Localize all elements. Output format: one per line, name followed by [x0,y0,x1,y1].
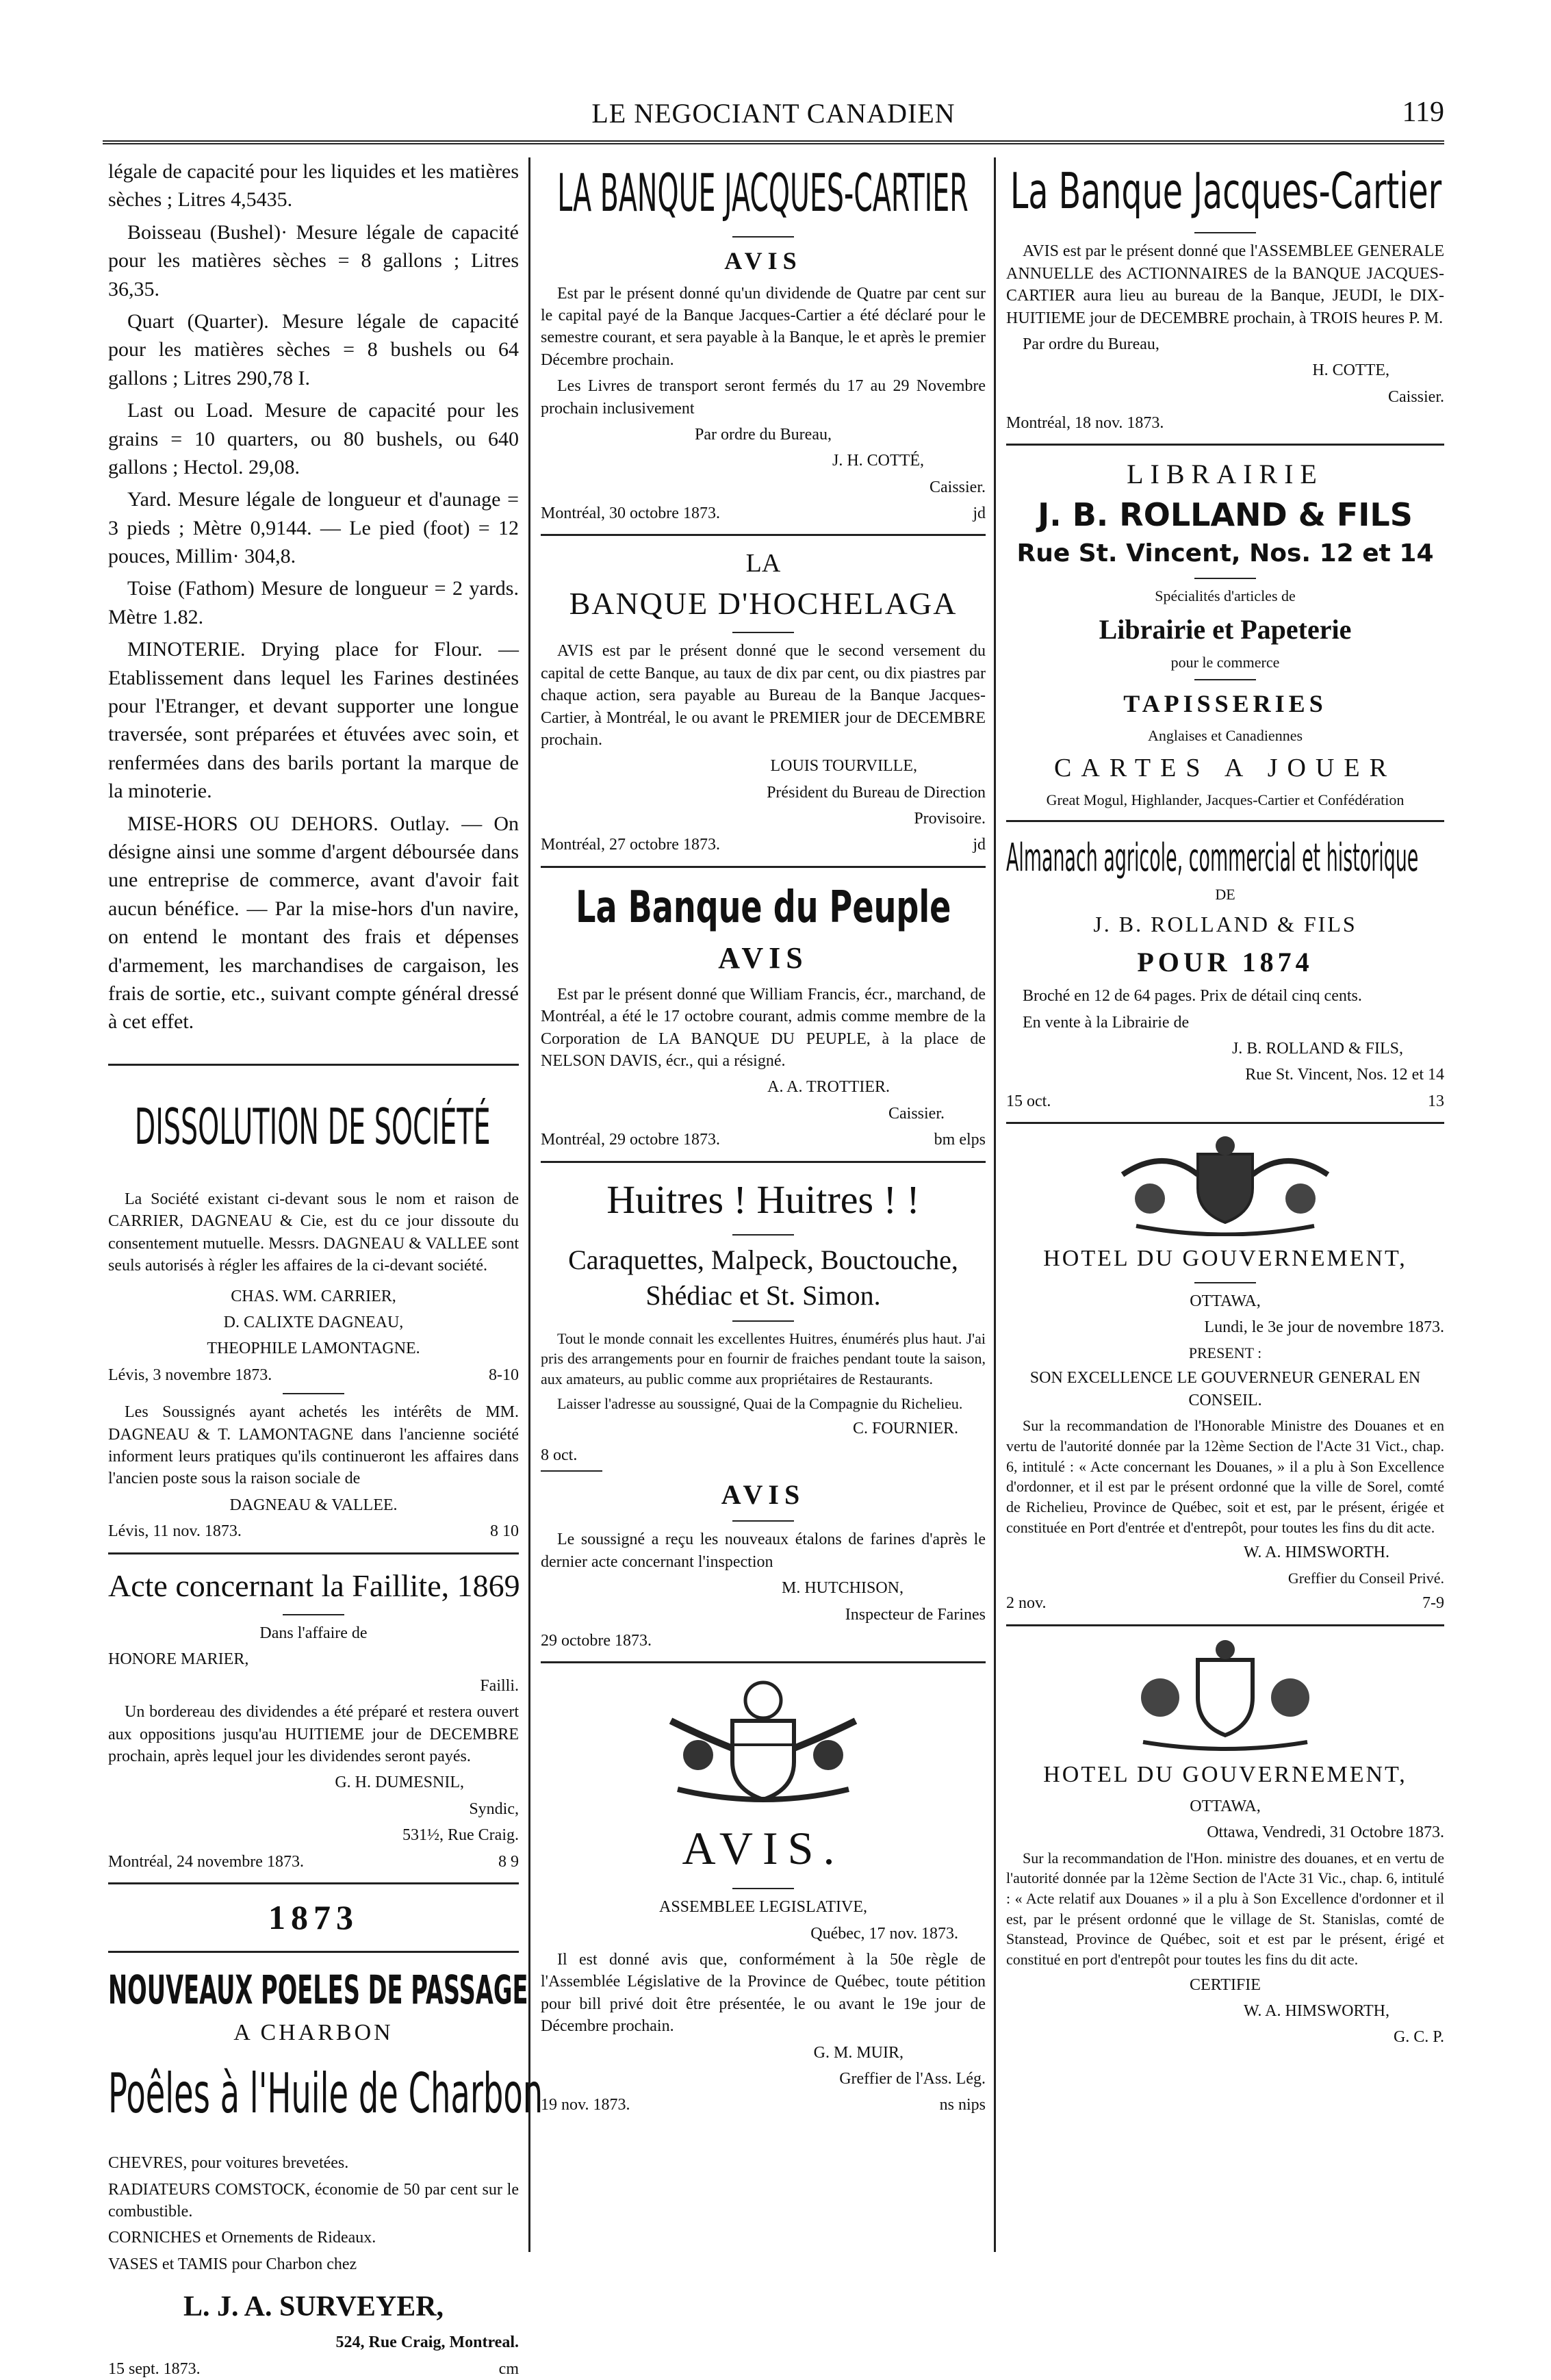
hotel-city: OTTAWA, [1190,1797,1261,1815]
place-date: 8 oct. [541,1446,578,1464]
place-date: Montréal, 30 octobre 1873. [541,504,720,523]
debtor-name: HONORE MARIER, [108,1650,249,1669]
almanach-publisher: J. B. ROLLAND & FILS [1093,911,1357,936]
divider [1006,1624,1444,1626]
almanach-desc: Broché en 12 de 64 pages. Prix de détail cinq cents. [1023,987,1362,1006]
order-line: Par ordre du Bureau, [695,425,832,444]
dissolution-title: DISSOLUTION DE SOCIÉTÉ [134,1097,491,1155]
jc-bank-title-2: La Banque Jacques-Cartier [1010,162,1442,220]
paragraph: Quart (Quarter). Mesure légale de capacité pour les matières sèches = 8 bushels ou 64 gallons ; Litres 290,78 I. [108,309,519,389]
huitres-title: Huitres ! Huitres ! ! [606,1177,920,1222]
place-date: Montréal, 18 nov. 1873. [1006,414,1164,433]
page-header [75,89,1472,137]
jc-bank-title: LA BANQUE JACQUES-CARTIER [557,162,969,223]
signatory: D. CALIXTE DAGNEAU, [223,1314,404,1332]
assemblee-notice [541,1673,986,2116]
almanach-title: Almanach agricole, commercial et historique [1006,835,1419,880]
coat-of-arms-icon [650,1673,876,1810]
hotel-city: OTTAWA, [1190,1292,1261,1311]
divider [108,1552,519,1554]
hotel-date: Lundi, le 3e jour de novembre 1873. [1204,1318,1444,1337]
signatory-role: Caissier. [888,1104,945,1123]
almanach-year: POUR 1874 [1137,946,1313,977]
ad-ref: G. C. P. [1393,2028,1444,2047]
poeles-title-2: Poêles à l'Huile de Charbon [108,2061,543,2125]
tapisseries-heading: TAPISSERIES [1123,690,1327,718]
dissolution-text-2: Les Soussignés ayant achetés les intérêts de MM. DAGNEAU & T. LAMONTAGNE dans l'ancienne société informent leurs pratiques qu'ils continueront les affaires dans l'ancien poste sous la raison sociale de [108,1403,519,1488]
signatory: A. A. TROTTIER. [767,1078,890,1097]
divider [108,1951,519,1953]
ad-ref: cm [498,2359,519,2378]
hotel-who: SON EXCELLENCE LE GOUVERNEUR GENERAL EN CONSEIL. [1029,1369,1421,1409]
peuple-title: La Banque du Peuple [576,882,951,933]
ad-ref: ns nips [939,2096,986,2114]
signatory: THEOPHILE LAMONTAGNE. [207,1340,420,1358]
assemblee-title: ASSEMBLEE LEGISLATIVE, [659,1898,867,1917]
librairie-name: J. B. ROLLAND & FILS [1038,496,1413,533]
assemblee-date: Québec, 17 nov. 1873. [810,1924,958,1943]
signatory: LOUIS TOURVILLE, [770,757,917,776]
jc-dividend-notice [541,157,986,524]
ad-ref: 13 [1428,1092,1444,1110]
column-3 [1006,157,1444,2053]
ad-ref: 8 10 [490,1522,519,1541]
divider [1006,1122,1444,1124]
almanach-de: DE [1215,886,1235,904]
signatory: G. H. DUMESNIL, [335,1774,464,1792]
signatory-address: 531½, Rue Craig. [402,1826,519,1845]
ad-ref: bm elps [934,1131,986,1149]
ad-ref: 7-9 [1422,1594,1444,1613]
faillite-notice [108,1564,519,1873]
signatory-role: Caissier. [930,478,986,496]
hotel-title: HOTEL DU GOUVERNEMENT, [1043,1761,1407,1787]
jc-text-2: Les Livres de transport seront fermés du 17 au 29 Novembre prochain inclusivement [541,377,986,418]
place-date: 29 octobre 1873. [541,1631,652,1650]
product-line: RADIATEURS COMSTOCK, économie de 50 par cent sur le combustible. [108,2180,519,2221]
divider [1006,444,1444,446]
signatory: G. M. MUIR, [813,2043,903,2062]
jc-assembly-text: AVIS est par le présent donné que l'ASSEMBLEE GENERALE ANNUELLE des ACTIONNAIRES de la BANQUE JACQUES-CARTIER aura lieu au bureau de la Banque, JEUDI, le DIX-HUITIEME jour de DECEMBRE prochain, à TROIS heures P. M. [1006,242,1444,327]
assemblee-text: Il est donné avis que, conformément à la 50e règle de l'Assemblée Législative de la Province de Québec, toute pétition pour bill privé doit être présentée, le ou avant le 19e jour de Décembre prochain. [541,1950,986,2036]
signatory: H. COTTE, [1312,361,1389,380]
place-date: Montréal, 24 novembre 1873. [108,1852,304,1871]
divider [541,866,986,868]
huitres-subtitle: Caraquettes, Malpeck, Bouctouche, Shédiac et St. Simon. [568,1244,958,1311]
peuple-notice [541,878,986,1151]
page-number: 119 [1402,97,1444,128]
product-line: CHEVRES, pour voitures brevetées. [108,2154,349,2173]
merchant-address: 524, Rue Craig, Montreal. [335,2333,519,2352]
merchant-name: L. J. A. SURVEYER, [183,2291,444,2323]
signatory: CHAS. WM. CARRIER, [231,1287,396,1305]
huitres-text-2: Laisser l'adresse au soussigné, Quai de la Compagnie du Richelieu. [557,1394,963,1412]
jc-assembly-notice [1006,157,1444,434]
signatory-role: Inspecteur de Farines [845,1605,986,1624]
hotel-text: Sur la recommandation de l'Honorable Ministre des Douanes et en vertu de l'autorité donnée par la 12ème Section de l'Acte 31 Vict., chap. 6, intitulé : « Acte concernant les Douanes, » il a plu à Son Excellence d'ordonner, et il est par le présent ordonné que la ville de Sorel, comté de Richelieu, Province de Québec, soit et est, par le présent, érigée et constituée en Port d'entrée et d'entrepôt, pour toutes les fins du dit acte. [1006,1417,1444,1536]
avis-heading: AVIS [718,941,808,975]
librairie-spec: Spécialités d'articles de [1155,587,1296,604]
almanach-publisher-2: J. B. ROLLAND & FILS, [1231,1039,1403,1058]
signatory: W. A. HIMSWORTH, [1243,2002,1389,2021]
signatory: J. H. COTTÉ, [832,452,924,470]
huitres-ad [541,1173,986,1652]
dissolution-notice [108,1093,519,1543]
faillite-title: Acte concernant la Faillite, 1869 [108,1568,520,1603]
divider [541,1661,986,1663]
paragraph: Toise (Fathom) Mesure de longueur = 2 yards. Mètre 1.82. [108,577,519,628]
column-divider-2 [994,157,996,2252]
paragraph: MINOTERIE. Drying place for Flour. — Etablissement dans lequel les Farines destinées pour l'Etranger, et devant supporter une longue traversée, sont préparées et étuvées avec soin, et renfermées dans des barils portant la marque de la minoterie. [108,638,519,803]
dissolution-text: La Société existant ci-devant sous le nom et raison de CARRIER, DAGNEAU & Cie, est du ce jour dissoute du consentement mutuelle. Messrs. DAGNEAU & VALLEE sont seuls autorisés à régler les affaires de la ci-devant société. [108,1190,519,1275]
signatory-role: Caissier. [1388,387,1444,406]
place-date: 15 sept. 1873. [108,2359,201,2378]
newspaper-title: LE NEGOCIANT CANADIEN [591,98,956,129]
jc-text: Est par le présent donné qu'un dividende de Quatre par cent sur le capital payé de la Banque Jacques-Cartier a été déclaré pour le semestre courant, et sera payable à la Banque, le et après le premier Décembre prochain. [541,284,986,369]
certifie: CERTIFIE [1190,1975,1261,1994]
divider [541,534,986,536]
avis-heading: AVIS. [682,1822,845,1875]
place-date: Lévis, 11 nov. 1873. [108,1522,242,1541]
coat-of-arms-icon [1123,1636,1328,1752]
order-line: Par ordre du Bureau, [1023,335,1159,353]
signatory-role: Greffier du Conseil Privé. [1287,1569,1444,1587]
place-date: 2 nov. [1006,1594,1047,1613]
librairie-address: Rue St. Vincent, Nos. 12 et 14 [1016,539,1434,568]
tapisseries-sub: Anglaises et Canadiennes [1147,727,1303,745]
signatory-role: Greffier de l'Ass. Lég. [839,2069,986,2088]
hotel-notice-2 [1006,1636,1444,2049]
huitres-text: Tout le monde connait les excellentes Huitres, énumérés plus haut. J'ai pris des arrangements pour en fournir de fraiches pendant toute la saison, aux amateurs, au public comme aux propriétaires de Restaurants. [541,1329,986,1388]
signatory: C. FOURNIER. [852,1420,958,1438]
ad-ref: 8-10 [489,1366,519,1384]
poeles-title: NOUVEAUX POELES DE PASSAGE [108,1966,528,2013]
hotel-present: PRESENT : [1188,1344,1262,1361]
signatory-role: Président du Bureau de Direction [767,783,986,802]
hotel-notice-1 [1006,1134,1444,1615]
paragraph: Yard. Mesure légale de longueur et d'aunage = 3 pieds ; Mètre 0,9144. — Le pied (foot) = 12 pouces, Millim· 304,8. [108,488,519,568]
faillite-text: Un bordereau des dividendes a été préparé et restera ouvert aux oppositions jusqu'au HUITIEME jour de DECEMBRE prochain, après lequel jour les dividendes seront payés. [108,1703,519,1765]
peuple-text: Est par le présent donné que William Francis, écr., marchand, de Montréal, a été le 17 octobre courant, admis comme membre de la Corporation de LA BANQUE DU PEUPLE, à la place de NELSON DAVIS, écr., qui a résigné. [541,985,986,1071]
cartes-heading: CARTES A JOUER [1054,753,1396,782]
librairie-pour: pour le commerce [1170,653,1280,671]
signatory: M. HUTCHISON, [781,1579,903,1598]
almanach-vente: En vente à la Librairie de [1023,1013,1190,1032]
hochelaga-title: BANQUE D'HOCHELAGA [569,585,958,621]
coat-of-arms-icon [1109,1134,1342,1236]
firm-name: DAGNEAU & VALLEE. [229,1496,398,1514]
place-date: Montréal, 29 octobre 1873. [541,1131,720,1149]
paragraph: Last ou Load. Mesure de capacité pour les grains = 10 quarters, ou 80 bushels, ou 640 gallons ; Hectol. 29,08. [108,399,519,478]
paragraph: légale de capacité pour les liquides et les matières sèches ; Litres 4,5435. [108,160,519,212]
paragraph: Boisseau (Bushel)· Mesure légale de capacité pour les matières sèches = 8 gallons ; Litres 36,35. [108,220,519,300]
place-date: Montréal, 27 octobre 1873. [541,836,720,854]
almanach-ad [1006,832,1444,1112]
hotel-date: Ottawa, Vendredi, 31 Octobre 1873. [1207,1824,1444,1842]
signatory-role-2: Provisoire. [914,810,986,828]
hochelaga-notice [541,546,986,856]
hotel-text: Sur la recommandation de l'Hon. ministre des douanes, et en vertu de l'autorité donnée par la 12ème Section de l'Acte 31 Vic., chap. 6, intitulé : « Acte relatif aux Douanes » il a plu à Son Excellence d'ordonner et il est, par le présent ordonné que le village de St. Stanislas, comté de Stanstead, Province de Québec, soit et est par le présent, érigé et constitué en port d'entrepôt pour toutes les fins du dit acte. [1006,1849,1444,1968]
poeles-ad [108,1962,543,2380]
divider [1006,820,1444,822]
product-line: VASES et TAMIS pour Charbon chez [108,2255,357,2273]
place-date: 15 oct. [1006,1092,1051,1110]
column-1 [108,157,543,2380]
product-line: CORNICHES et Ornements de Rideaux. [108,2229,376,2247]
divider [108,1882,519,1884]
ad-ref: jd [973,504,986,523]
cartes-sub: Great Mogul, Highlander, Jacques-Cartier et Confédération [1046,791,1405,809]
ad-ref: jd [973,836,986,854]
divider [541,1161,986,1163]
faillite-line: Dans l'affaire de [259,1624,368,1643]
librairie-papeterie: Librairie et Papeterie [1099,613,1352,645]
paragraph: MISE-HORS OU DEHORS. Outlay. — On désigne ainsi une somme d'argent déboursée dans une entreprise de commerce, avant d'avoir fait aucun bénéfice. — Par la mise-hors d'un navire, on entend le montant des frais et dépenses d'armement, les marchandises de cargaison, les frais de sortie, etc., suivant compte général dressé à cet effet. [108,812,519,1034]
ad-ref: 8 9 [498,1852,519,1871]
header-rule [103,140,1444,144]
almanach-address: Rue St. Vincent, Nos. 12 et 14 [1245,1066,1444,1084]
hochelaga-la: LA [745,549,781,578]
poeles-subtitle: A CHARBON [233,2019,394,2045]
avis-heading: AVIS [721,1479,806,1511]
divider [108,1064,519,1066]
avis-heading: AVIS [724,246,802,274]
hotel-title: HOTEL DU GOUVERNEMENT, [1043,1246,1407,1272]
place-date: Lévis, 3 novembre 1873. [108,1366,272,1384]
column-2 [541,157,986,2116]
year-heading: 1873 [268,1897,359,1936]
librairie-ad [1006,455,1444,810]
hochelaga-text: AVIS est par le présent donné que le second versement du capital de cette Banque, au taux de dix par cent, ou dix piastres par chaque action, sera payable au Bureau de la Banque Jacques-Cartier, à Montréal, le ou avant le PREMIER jour de DECEMBRE prochain. [541,642,986,749]
faillite-line: Failli. [480,1676,519,1695]
librairie-title: LIBRAIRIE [1127,459,1324,490]
farines-text: Le soussigné a reçu les nouveaux étalons de farines d'après le dernier acte concernant l'inspection [541,1531,986,1571]
column-divider-1 [528,157,530,2252]
signatory-role: Syndic, [469,1800,519,1818]
place-date: 19 nov. 1873. [541,2096,630,2114]
signatory: W. A. HIMSWORTH. [1243,1544,1389,1562]
